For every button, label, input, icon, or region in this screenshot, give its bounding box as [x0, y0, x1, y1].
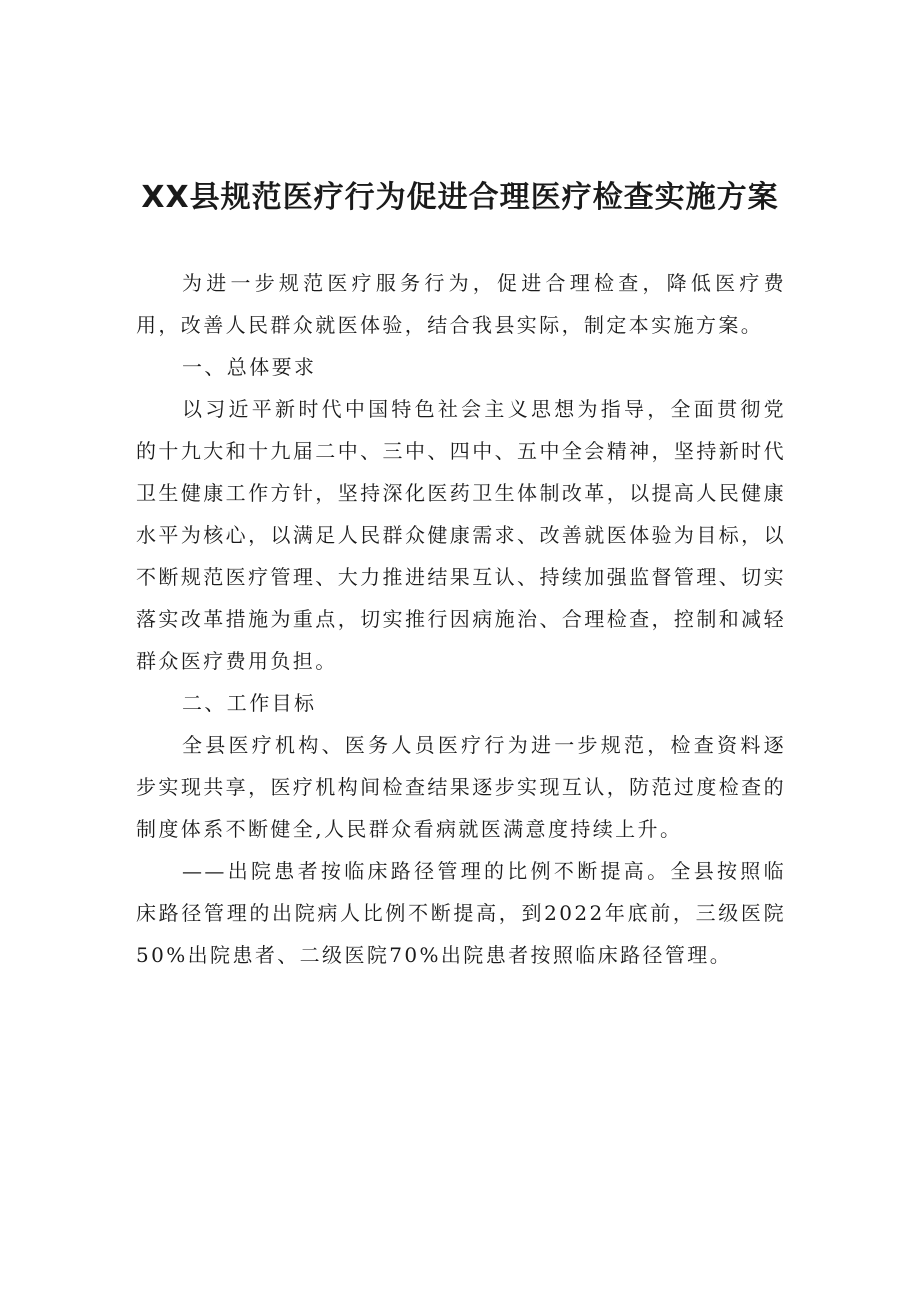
document-title: XX县规范医疗行为促进合理医疗检查实施方案: [141, 180, 779, 215]
section-heading-work-goals: 二、工作目标: [182, 691, 317, 715]
clinical-pathway-paragraph: ——出院患者按临床路径管理的比例不断提高。全县按照临床路径管理的出院病人比例不断提高，到2022年底前，三级医院50%出院患者、二级医院70%出院患者按照临床路径管理。: [136, 859, 786, 967]
work-goals-paragraph: 全县医疗机构、医务人员医疗行为进一步规范，检查资料逐步实现共享，医疗机构间检查结果逐步实现互认，防范过度检查的制度体系不断健全,人民群众看病就医满意度持续上升。: [136, 733, 786, 841]
document-body: [136, 262, 786, 976]
section-heading-general-requirements: 一、总体要求: [182, 355, 317, 379]
intro-paragraph: 为进一步规范医疗服务行为，促进合理检查，降低医疗费用，改善人民群众就医体验，结合我县实际，制定本实施方案。: [136, 271, 786, 337]
general-requirements-paragraph: 以习近平新时代中国特色社会主义思想为指导，全面贯彻党的十九大和十九届二中、三中、四中、五中全会精神，坚持新时代卫生健康工作方针，坚持深化医药卫生体制改革，以提高人民健康水平为核心，以满足人民群众健康需求、改善就医体验为目标，以不断规范医疗管理、大力推进结果互认、持续加强监督管理、切实落实改革措施为重点，切实推行因病施治、合理检查，控制和减轻群众医疗费用负担。: [136, 397, 786, 673]
